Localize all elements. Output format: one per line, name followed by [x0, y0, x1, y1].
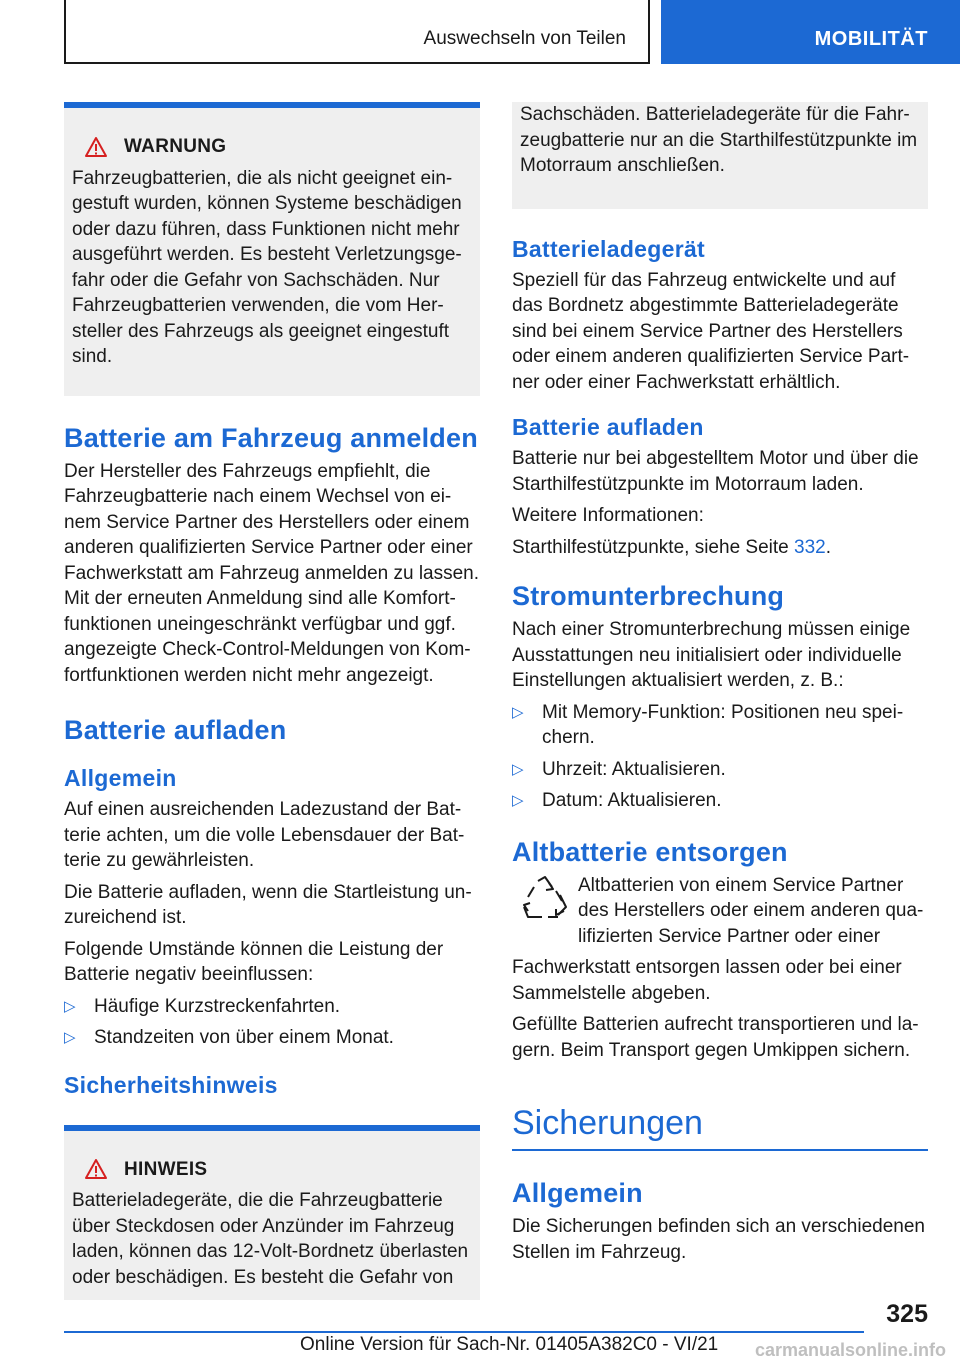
disposal-block — [512, 873, 928, 956]
list-item: ▷ Mit Memory-Funktion: Positionen neu spei-chern. — [512, 701, 904, 748]
general-p1: Auf einen ausreichenden Ladezustand der Bat-terie achten, um die volle Lebensdauer der Bat-terie zu gewährleisten. — [64, 799, 465, 871]
charger-text: Speziell für das Fahrzeug entwickelte und auf das Bordnetz abgestimmte Batterieladegeräte sind bei einem Service Partner des Herstellers oder einem anderen qualifizierten Service Part-ner oder einer Fachwerkstatt erhältlich. — [512, 269, 910, 393]
disposal-p2: Gefüllte Batterien aufrecht transportieren und la-gern. Beim Transport gegen Umkippen sichern. — [512, 1014, 919, 1061]
warning-title-text: WARNUNG — [124, 136, 227, 157]
heading-charge-battery: Batterie aufladen — [64, 715, 287, 745]
list-item: ▷ Standzeiten von über einem Monat. — [64, 1025, 480, 1051]
heading-fuses-general: Allgemein — [512, 1178, 643, 1208]
heading-charge-battery-right: Batterie aufladen — [512, 414, 704, 440]
notice-title-text: HINWEIS — [124, 1158, 208, 1180]
register-text: Der Hersteller des Fahrzeugs empfiehlt, die Fahrzeugbatterie nach einem Wechsel von ei-nem Service Partner des Herstellers oder einem anderen qualifizierten Service Partner oder einer Fachwerkstatt am Fahrzeug anmelden zu lassen. Mit der erneuten Anmeldung sind alle Komfort-funktionen uneingeschränkt verfügbar und ggf. angezeigte Check-Control-Meldungen von Kom-fortfunktionen werden nicht mehr angezeigt. — [64, 460, 480, 686]
disposal-p1a: Altbatterien von einem Service Partner des Herstellers oder einem anderen qua-lifizierten Service Partner oder einer — [578, 874, 924, 947]
bullet-triangle-icon: ▷ — [64, 997, 76, 1015]
header-section-box — [64, 0, 650, 64]
footer-divider — [64, 1331, 864, 1333]
footer-online-version: Online Version für Sach-Nr. 01405A382C0 - VI/21 — [300, 1334, 719, 1355]
warning-callout — [64, 102, 480, 396]
left-column — [64, 102, 480, 1300]
right-column — [512, 102, 928, 1271]
warning-text: Fahrzeugbatterien, die als nicht geeignet ein-gestuft wurden, können Systeme beschädigen oder dazu führen, dass Funktionen nicht mehr ausgeführt werden. Es besteht Verletzungsge-fahr oder die Gefahr von Sachschäden. Nur Fahrzeugbatterien verwenden, die vom Her-steller des Fahrzeugs als geeignet eingestuft sind. — [72, 167, 462, 367]
bullet-triangle-icon: ▷ — [512, 792, 524, 809]
disposal-p1b: Fachwerkstatt entsorgen lassen oder bei einer Sammelstelle abgeben. — [512, 957, 902, 1004]
bullet-triangle-icon: ▷ — [64, 1029, 76, 1046]
notice-callout-continued — [512, 102, 928, 209]
notice-cont-text: Sachschäden. Batterieladegeräte für die Fahr-zeugbatterie nur an die Starthilfestützpunkte im Motorraum anschließen. — [520, 104, 918, 176]
heading-power-interruption: Stromunterbrechung — [512, 581, 785, 611]
power-list — [512, 700, 928, 814]
conditions-list — [64, 994, 480, 1051]
heading-general: Allgemein — [64, 765, 177, 791]
notice-title — [84, 1157, 472, 1183]
charge-text: Batterie nur bei abgestelltem Motor und über die Starthilfestützpunkte im Motorraum laden. — [512, 448, 919, 495]
watermark: carmanualsonline.info — [754, 1340, 946, 1360]
page-number: 325 — [886, 1300, 928, 1328]
reference-line: Starthilfestützpunkte, siehe Seite 332. — [512, 536, 831, 558]
list-item: ▷ Datum: Aktualisieren. — [512, 788, 928, 814]
power-text: Nach einer Stromunterbrechung müssen einige Ausstattungen neu initialisiert oder individuelle Einstellungen aktualisiert werden, z. B.: — [512, 619, 911, 691]
list-item: ▷ Häufige Kurzstreckenfahrten. — [64, 994, 480, 1020]
heading-charger: Batterieladegerät — [512, 235, 706, 262]
header-chapter-tab[interactable] — [661, 0, 960, 64]
warning-title — [84, 134, 472, 160]
page-link[interactable]: 332 — [794, 536, 826, 558]
warning-triangle-icon — [84, 1158, 108, 1180]
warning-triangle-icon — [84, 136, 108, 158]
general-p3: Folgende Umstände können die Leistung der Batterie negativ beeinflussen: — [64, 938, 444, 985]
fuses-text: Die Sicherungen befinden sich an verschiedenen Stellen im Fahrzeug. — [512, 1216, 925, 1263]
recycle-icon — [512, 873, 578, 927]
more-info: Weitere Informationen: — [512, 505, 704, 526]
heading-safety: Sicherheitshinweis — [64, 1071, 278, 1098]
notice-text: Batterieladegeräte, die die Fahrzeugbatterie über Steckdosen oder Anzünder im Fahrzeug laden, können das 12-Volt-Bordnetz überlasten oder beschädigen. Es besteht die Gefahr von — [72, 1190, 469, 1288]
heading-fuses: Sicherungen — [512, 1103, 928, 1151]
list-item: ▷ Uhrzeit: Aktualisieren. — [512, 757, 928, 783]
header-section-title: Auswechseln von Teilen — [423, 28, 626, 49]
heading-register-battery: Batterie am Fahrzeug anmelden — [64, 422, 478, 453]
bullet-triangle-icon: ▷ — [512, 760, 524, 778]
notice-callout — [64, 1125, 480, 1301]
heading-disposal: Altbatterie entsorgen — [512, 836, 788, 867]
general-p2: Die Batterie aufladen, wenn die Startleistung un-zureichend ist. — [64, 881, 472, 928]
bullet-triangle-icon: ▷ — [512, 703, 524, 721]
header-chapter-label: MOBILITÄT — [814, 28, 928, 50]
